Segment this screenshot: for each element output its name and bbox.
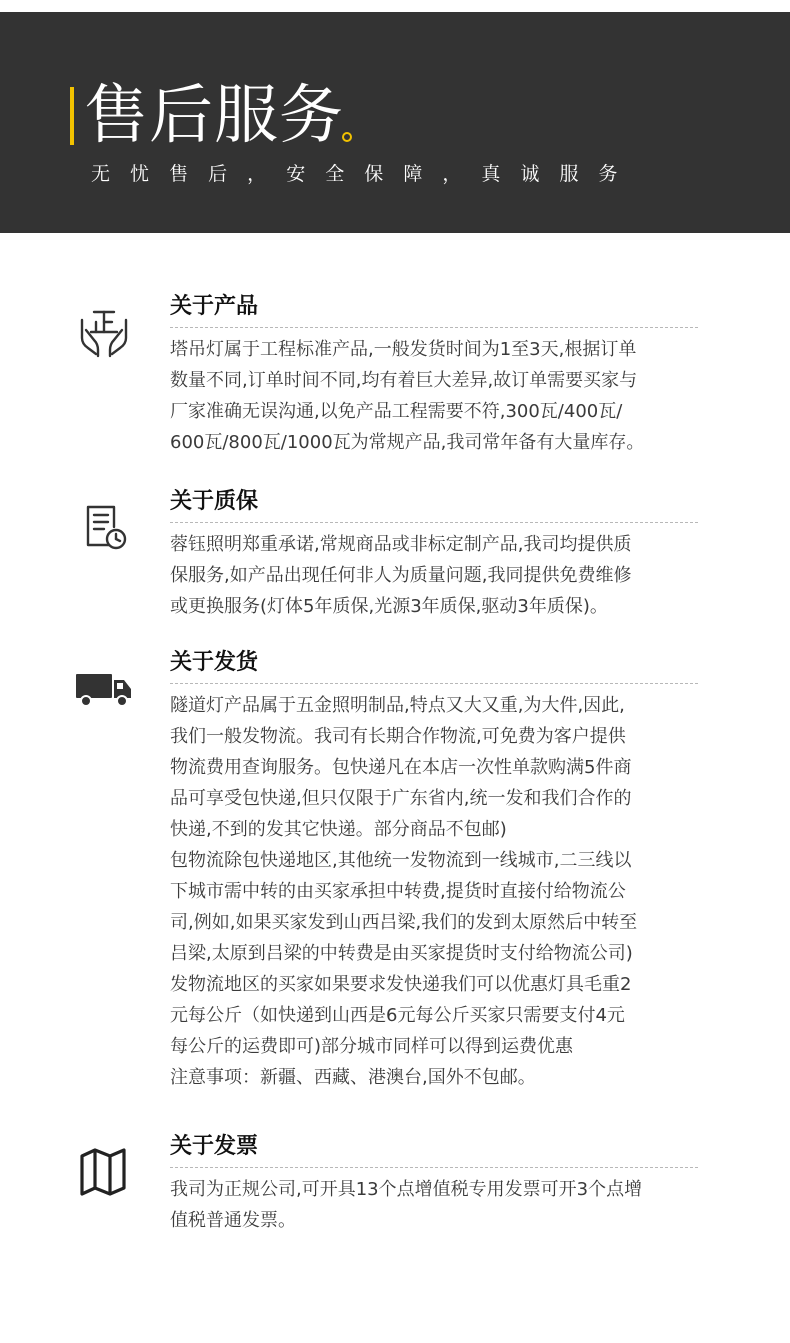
body-line: 物流费用查询服务。包快递凡在本店一次性单款购满5件商 (170, 757, 632, 778)
body-line: 值税普通发票。 (170, 1210, 296, 1231)
body-line: 元每公斤（如快递到山西是6元每公斤买家只需要支付4元 (170, 1005, 625, 1026)
body-line: 塔吊灯属于工程标准产品,一般发货时间为1至3天,根据订单 (170, 339, 637, 360)
section-title: 关于产品 (170, 294, 259, 319)
section-body (170, 1174, 710, 1236)
section-title: 关于发票 (170, 1134, 259, 1159)
body-line: 我们一般发物流。我司有长期合作物流,可免费为客户提供 (170, 726, 626, 747)
body-line: 包物流除包快递地区,其他统一发物流到一线城市,二三线以 (170, 850, 632, 871)
divider (170, 522, 698, 523)
body-line: 发物流地区的买家如果要求发快递我们可以优惠灯具毛重2 (170, 974, 632, 995)
body-line: 注意事项：新疆、西藏、港澳台,国外不包邮。 (170, 1067, 536, 1088)
body-line: 保服务,如产品出现任何非人为质量问题,我同提供免费维修 (170, 565, 632, 586)
map-icon (74, 1144, 134, 1200)
body-line: 厂家准确无误沟通,以免产品工程需要不符,300瓦/400瓦/ (170, 401, 623, 422)
divider (170, 327, 698, 328)
body-line: 下城市需中转的由买家承担中转费,提货时直接付给物流公 (170, 881, 626, 902)
divider (170, 1167, 698, 1168)
section-body (170, 334, 710, 458)
section-body (170, 690, 710, 1093)
body-line: 隧道灯产品属于五金照明制品,特点又大又重,为大件,因此, (170, 695, 625, 716)
body-line: 蓉钰照明郑重承诺,常规商品或非标定制产品,我司均提供质 (170, 534, 632, 555)
section-body (170, 529, 710, 622)
body-line: 数量不同,订单时间不同,均有着巨大差异,故订单需要买家与 (170, 370, 638, 391)
body-line: 600瓦/800瓦/1000瓦为常规产品,我司常年备有大量库存。 (170, 432, 645, 453)
title-accent-bar (70, 87, 74, 145)
body-line: 司,例如,如果买家发到山西吕梁,我们的发到太原然后中转至 (170, 912, 638, 933)
body-line: 或更换服务(灯体5年质保,光源3年质保,驱动3年质保)。 (170, 596, 608, 617)
page-title: 售后服务 (84, 79, 344, 153)
body-line: 快递,不到的发其它快递。部分商品不包邮) (170, 819, 507, 840)
body-line: 每公斤的运费即可)部分城市同样可以得到运费优惠 (170, 1036, 574, 1057)
section-title: 关于发货 (170, 650, 259, 675)
document-clock-icon (74, 501, 134, 557)
page-subtitle: 无 忧 售 后 ， 安 全 保 障 ， 真 诚 服 务 (91, 163, 625, 185)
hands-zheng-icon (74, 304, 134, 360)
truck-icon (74, 664, 134, 714)
divider (170, 683, 698, 684)
body-line: 吕梁,太原到吕梁的中转费是由买家提货时支付给物流公司) (170, 943, 633, 964)
title-dot-icon (342, 132, 352, 142)
body-line: 我司为正规公司,可开具13个点增值税专用发票可开3个点增 (170, 1179, 643, 1200)
section-title: 关于质保 (170, 489, 259, 514)
body-line: 品可享受包快递,但只仅限于广东省内,统一发和我们合作的 (170, 788, 632, 809)
